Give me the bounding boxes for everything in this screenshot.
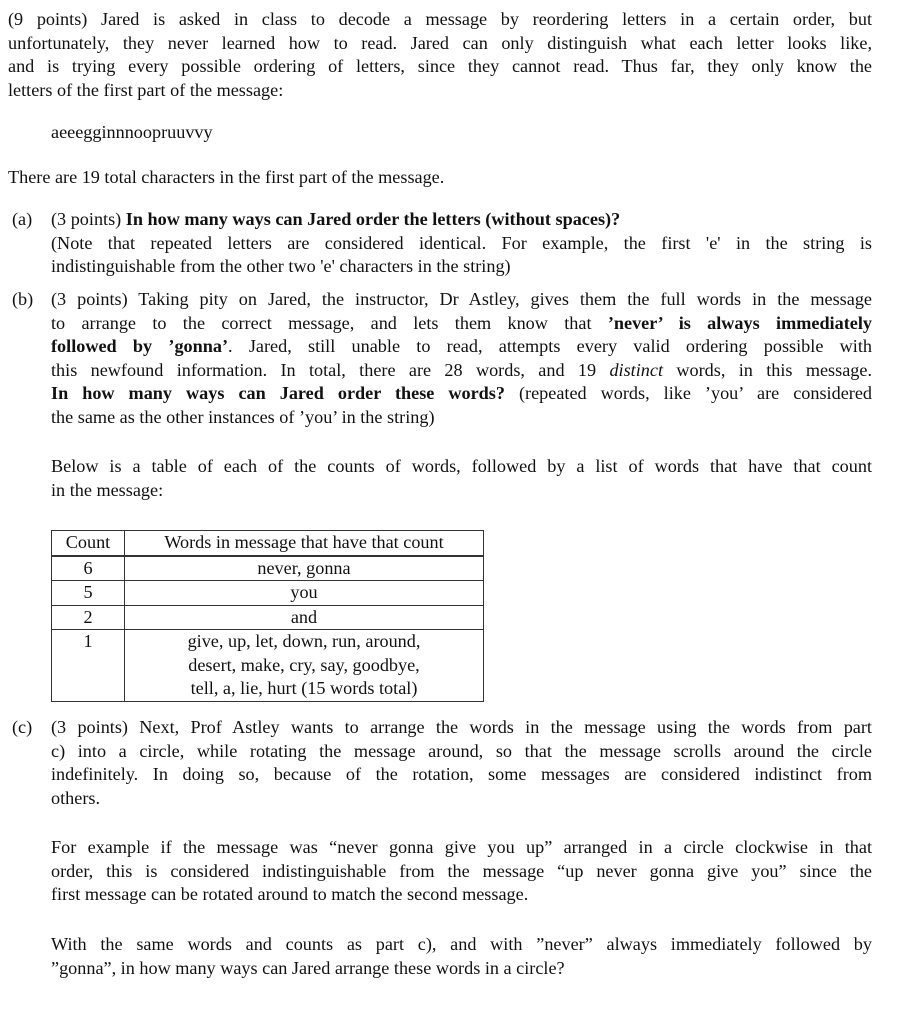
text-line: order, this is considered indistinguishable from the message “up never gonna give you” since the [51, 860, 872, 881]
text-line: With the same words and counts as part c), and with ”never” always immediately followed by [51, 934, 872, 954]
header-count: Count [52, 531, 125, 556]
text-line [51, 359, 872, 383]
text: this newfound information. In total, there are 28 words, and 19 [51, 359, 610, 380]
words-line: desert, make, cry, say, goodbye, [188, 654, 420, 675]
text: words, in this message. [663, 359, 872, 380]
text-line: first message can be rotated around to match the second message. [51, 884, 529, 904]
text-line: unfortunately, they never learned how to read. Jared can only distinguish what each letter looks like, [8, 32, 872, 53]
text-line: (3 points) Next, Prof Astley wants to arrange the words in the message using the words from part [51, 717, 872, 737]
emphasis: ’never’ is always immediately [607, 312, 872, 333]
count-cell: 1 [52, 630, 125, 702]
table-intro [51, 455, 872, 502]
word-count-table [51, 530, 484, 702]
text-line [51, 312, 872, 336]
words-cell [125, 630, 484, 702]
header-words: Words in message that have that count [125, 531, 484, 556]
letters-text: aeeegginnnoopruuvvy [51, 122, 213, 142]
text-line: indefinitely. In doing so, because of the rotation, some messages are considered indistinct from [51, 764, 872, 784]
text-line: the same as the other instances of ’you’ in the string) [51, 406, 435, 427]
count-cell: 5 [52, 581, 125, 606]
text-line [51, 382, 872, 406]
text-line: letters of the first part of the message: [8, 79, 284, 100]
count-cell: 2 [52, 605, 125, 630]
table-header [52, 531, 484, 556]
table-row [52, 630, 484, 702]
words-line: tell, a, lie, hurt (15 words total) [190, 678, 418, 698]
table-row [52, 556, 484, 581]
total-characters [8, 166, 872, 190]
table-row [52, 581, 484, 606]
text-line: in the message: [51, 479, 164, 500]
letters-string [51, 121, 213, 145]
text: . Jared, still unable to read, attempts every valid ordering possible with [228, 336, 872, 356]
text: to arrange to the correct message, and lets them know that [51, 312, 608, 333]
text-line: Below is a table of each of the counts of words, followed by a list of words that have that count [51, 456, 872, 476]
text-line [51, 335, 872, 359]
total-text: There are 19 total characters in the first part of the message. [8, 167, 445, 187]
text-line: and is trying every possible ordering of letters, since they cannot read. Thus far, they only know the [8, 56, 872, 76]
text-line: ”gonna”, in how many ways can Jared arrange these words in a circle? [51, 957, 565, 978]
words-cell: and [125, 605, 484, 630]
part-b-label: (b) [12, 289, 34, 309]
question-a: In how many ways can Jared order the letters (without spaces)? [125, 209, 621, 229]
part-c-label: (c) [12, 717, 33, 737]
text-line: others. [51, 787, 100, 808]
example-paragraph [51, 836, 872, 907]
emphasis: followed by ’gonna’ [51, 336, 229, 356]
part-a-label: (a) [12, 209, 33, 229]
words-cell: you [125, 581, 484, 606]
text-line: c) into a circle, while rotating the message around, so that the message scrolls around the circle [51, 740, 872, 761]
text-line: (9 points) Jared is asked in class to decode a message by reordering letters in a certain order, but [8, 9, 872, 29]
table-row [52, 605, 484, 630]
question-c [51, 933, 872, 980]
count-cell: 6 [52, 556, 125, 581]
text-line: (Note that repeated letters are considered identical. For example, the first 'e' in the string is [51, 232, 872, 253]
intro-paragraph [8, 8, 872, 102]
text-line: indistinguishable from the other two 'e' characters in the string) [51, 256, 511, 276]
text: (repeated words, like ’you’ are considered [504, 383, 872, 403]
text-line: (3 points) Taking pity on Jared, the instructor, Dr Astley, gives them the full words in the message [51, 289, 872, 309]
question-b: In how many ways can Jared order these words? [51, 383, 505, 403]
italic: distinct [609, 359, 664, 380]
points: (3 points) [51, 209, 126, 229]
text-line: For example if the message was “never gonna give you up” arranged in a circle clockwise in that [51, 837, 872, 857]
words-line: give, up, let, down, run, around, [187, 631, 421, 651]
words-cell: never, gonna [125, 556, 484, 581]
